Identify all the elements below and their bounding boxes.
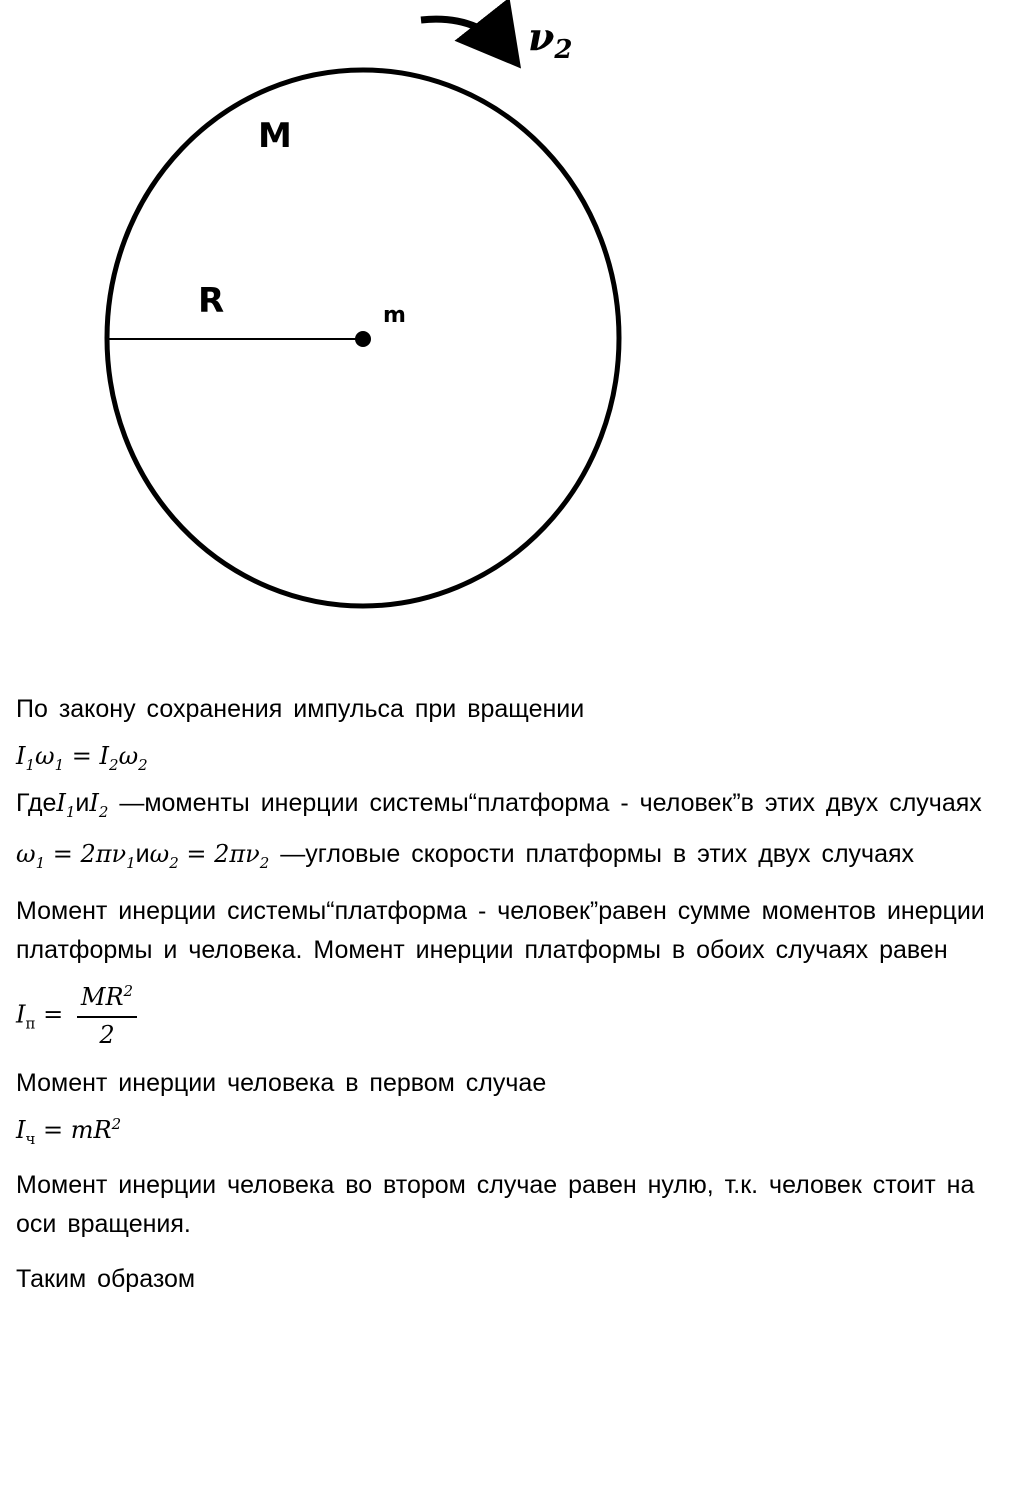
solution-text xyxy=(16,690,1006,1299)
equation-conservation: $I_1\omega_1 = I_2\omega_2$ xyxy=(16,742,148,774)
paragraph-human-first: Момент инерции человека в первом случае xyxy=(16,1069,547,1097)
equation-human-inertia: $I_ч = mR^2$ xyxy=(16,1115,122,1148)
paragraph-conclusion: Таким образом xyxy=(16,1265,196,1293)
fraction: $\frac{MR^2}{2}$ xyxy=(77,980,137,1052)
mass-label: M xyxy=(258,116,292,156)
point-mass-label: m xyxy=(383,303,406,328)
rotation-arrow xyxy=(421,19,508,52)
paragraph-moments: $ГдеI_1иI_2$ —моменты инерции системы“платформа - человек”в этих двух случаях xyxy=(16,789,982,821)
paragraph-angular-velocities: $\omega_1 = 2\pi\nu_1и\omega_2 = 2\pi\nu_2$ —угловые скорости платформы в этих двух случаях xyxy=(16,840,915,872)
paragraph-conservation: По закону сохранения импульса при вращении xyxy=(16,695,585,723)
platform-diagram xyxy=(0,0,1013,640)
point-mass-dot xyxy=(355,331,371,347)
equation-platform-inertia: $I_п$ = $\frac{MR^2}{2}$ xyxy=(16,980,1006,1052)
paragraph-total-inertia: Момент инерции системы“платформа - человек”равен сумме моментов инерции платформы и человека. Момент инерции платформы в обоих случаях равен xyxy=(16,897,985,964)
paragraph-human-second: Момент инерции человека во втором случае равен нулю, т.к. человек стоит на оси вращения. xyxy=(16,1171,975,1238)
frequency-label: $\nu_2$ xyxy=(528,14,573,65)
radius-label: R xyxy=(198,281,225,321)
